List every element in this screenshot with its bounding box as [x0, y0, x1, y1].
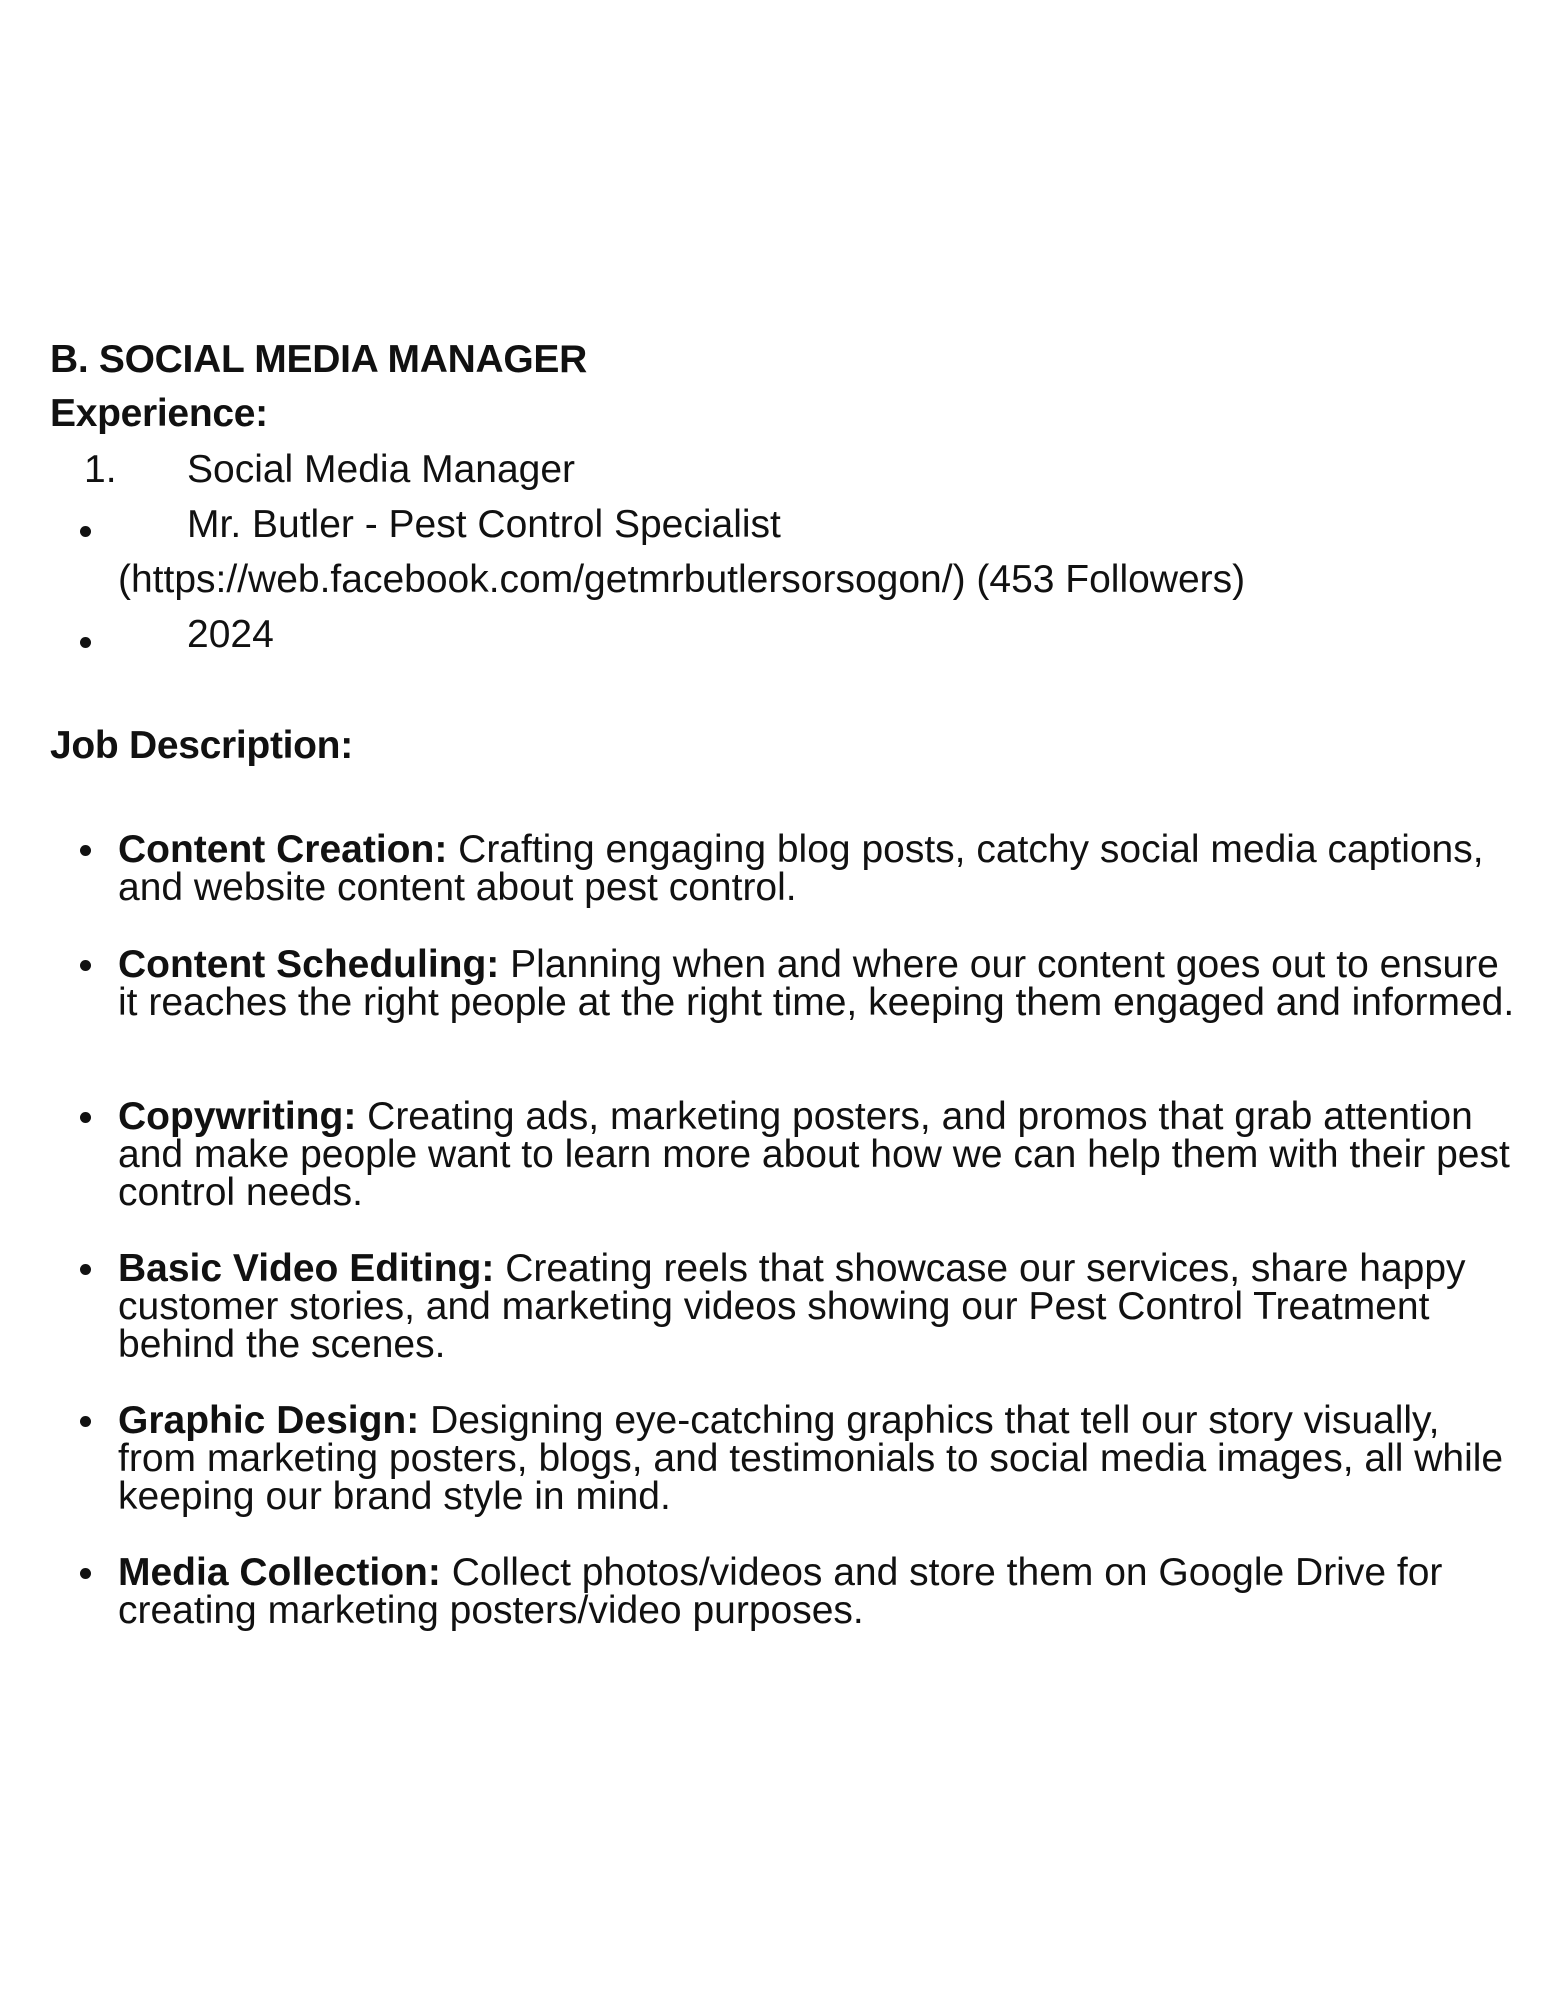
bullet-icon — [80, 1568, 91, 1579]
list-item — [118, 943, 1518, 1024]
bullet-icon — [80, 526, 91, 537]
bullet-icon — [80, 1112, 91, 1123]
section-title: B. SOCIAL MEDIA MANAGER — [50, 338, 587, 381]
experience-company: Mr. Butler - Pest Control Specialist — [187, 503, 781, 546]
item-text: Creating reels that showcase our services, share happy customer stories, and marketing videos showing our Pest Control Treatment behind the scenes. — [118, 1247, 1466, 1366]
bullet-icon — [80, 1264, 91, 1275]
list-item — [118, 828, 1518, 909]
item-text: Creating ads, marketing posters, and promos that grab attention and make people want to learn more about how we can help them with their pest control needs. — [118, 1095, 1510, 1214]
list-item — [118, 1247, 1518, 1366]
item-term: Media Collection: — [118, 1551, 441, 1594]
experience-link: (https://web.facebook.com/getmrbutlersorsogon/) (453 Followers) — [118, 558, 1246, 601]
experience-role: Social Media Manager — [187, 448, 576, 491]
item-text: Collect photos/videos and store them on Google Drive for creating marketing posters/video purposes. — [118, 1551, 1443, 1632]
experience-year: 2024 — [187, 613, 274, 656]
bullet-icon — [80, 1416, 91, 1427]
item-text: Crafting engaging blog posts, catchy social media captions, and website content about pest control. — [118, 828, 1484, 909]
list-number-marker: 1. — [84, 448, 117, 491]
bullet-icon — [80, 845, 91, 856]
bullet-icon — [80, 637, 91, 648]
item-text: Planning when and where our content goes out to ensure it reaches the right people at the right time, keeping them engaged and informed. — [118, 943, 1515, 1024]
item-term: Content Creation: — [118, 828, 448, 871]
job-description-label: Job Description: — [50, 724, 353, 767]
item-text: Designing eye-catching graphics that tell our story visually, from marketing posters, blogs, and testimonials to social media images, all while keeping our brand style in mind. — [118, 1399, 1504, 1518]
item-term: Copywriting: — [118, 1095, 357, 1138]
item-term: Content Scheduling: — [118, 943, 500, 986]
list-item — [118, 1399, 1518, 1518]
list-item — [118, 1095, 1518, 1214]
bullet-icon — [80, 960, 91, 971]
item-term: Basic Video Editing: — [118, 1247, 495, 1290]
item-term: Graphic Design: — [118, 1399, 420, 1442]
list-item — [118, 1551, 1518, 1632]
experience-label: Experience: — [50, 392, 268, 435]
